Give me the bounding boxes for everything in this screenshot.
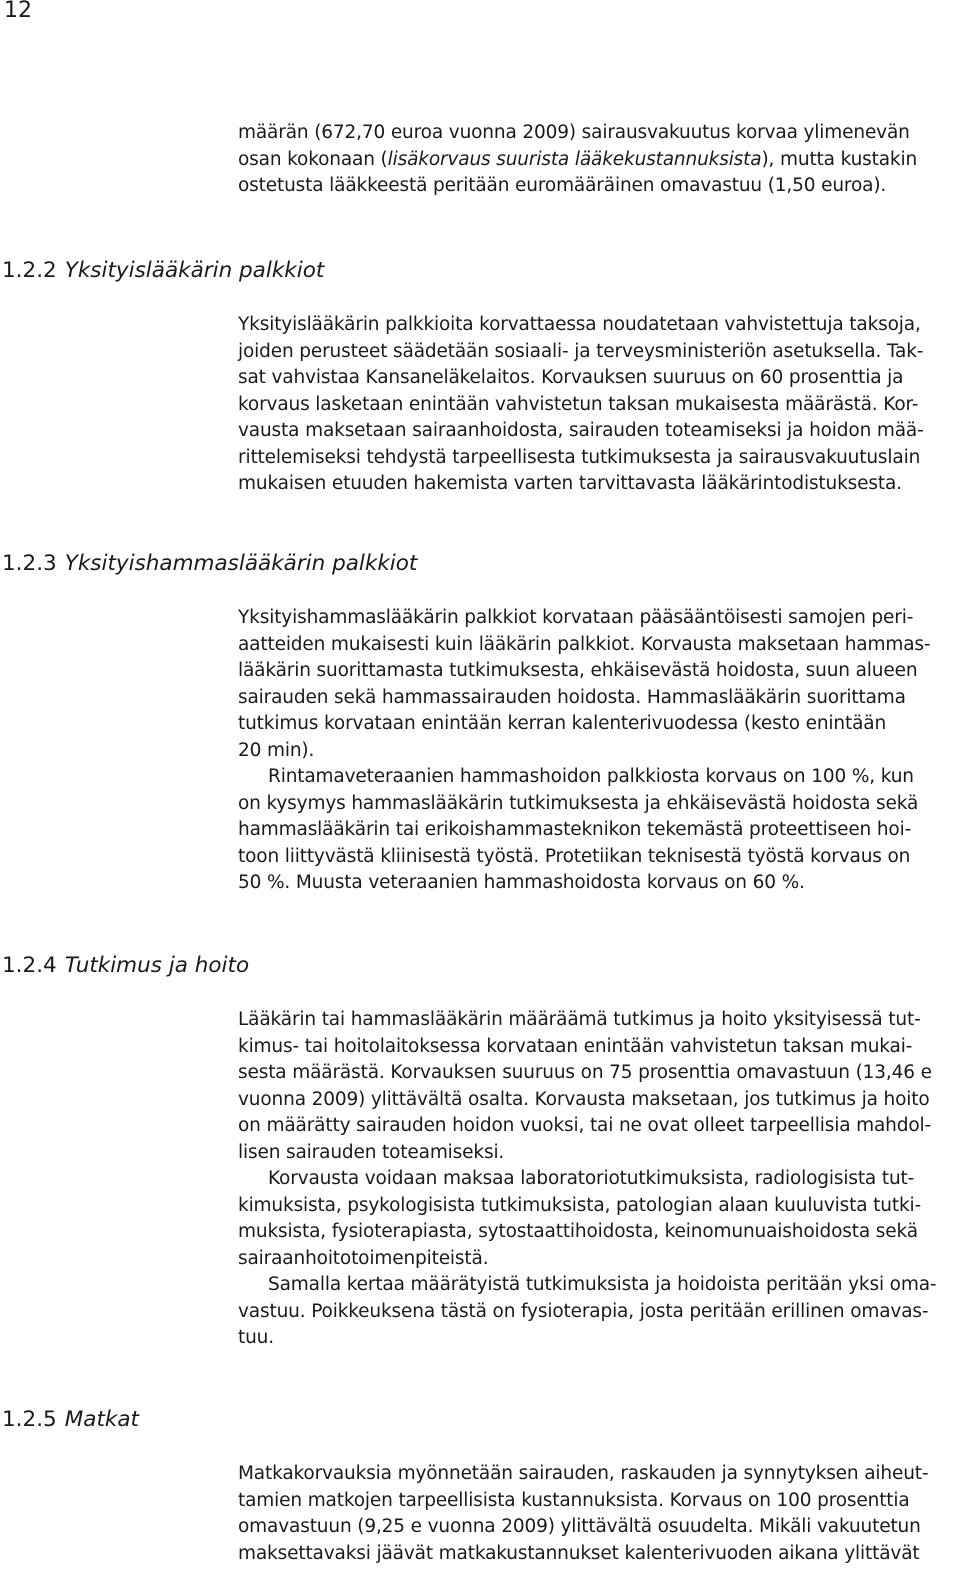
paragraph (238, 1272, 954, 1352)
paragraph (238, 1461, 954, 1567)
text-line: vuonna 2009) ylittävältä osalta. Korvausta maksetaan, jos tutkimus ja hoito (238, 1088, 930, 1110)
paragraph (238, 312, 954, 498)
text-line: toon liittyvästä kliinisestä työstä. Protetiikan teknisestä työstä korvaus on (238, 845, 911, 867)
section-number: 1.2.5 (2, 1407, 57, 1432)
text-line: osan kokonaan (lisäkorvaus suurista lääkekustannuksista), mutta kustakin (238, 148, 918, 170)
section-heading (2, 258, 324, 284)
section-title: Tutkimus ja hoito (64, 953, 250, 978)
text-line: sat vahvistaa Kansaneläkelaitos. Korvauksen suuruus on 60 prosenttia ja (238, 367, 904, 388)
text-line: kimuksista, psykologisista tutkimuksista, patologian alaan kuuluvista tutki- (238, 1194, 922, 1216)
text-line: 20 min). (238, 739, 315, 761)
section-number: 1.2.2 (2, 258, 57, 283)
section-heading (2, 551, 417, 577)
text-line: maksettavaksi jäävät matkakustannukset kalenterivuoden aikana ylittävät (238, 1542, 920, 1564)
section-body (238, 1007, 954, 1352)
text-line: lääkärin suorittamasta tutkimuksesta, ehkäisevästä hoidosta, suun alueen (238, 660, 918, 681)
section-title: Yksityishammaslääkärin palkkiot (64, 551, 418, 576)
section-number: 1.2.4 (2, 953, 57, 978)
text-line: on määrätty sairauden hoidon vuoksi, tai ne ovat olleet tarpeellisia mahdol- (238, 1115, 932, 1136)
text-line: on kysymys hammaslääkärin tutkimuksesta ja ehkäisevästä hoidosta sekä (238, 792, 919, 814)
text-line: Yksityishammaslääkärin palkkiot korvataan pääsääntöisesti samojen peri- (238, 607, 914, 628)
section-title: Matkat (64, 1407, 139, 1432)
page-number: 12 (4, 0, 32, 23)
text-line: Samalla kertaa määrätyistä tutkimuksista ja hoidoista peritään yksi oma- (268, 1274, 937, 1295)
text-line: hammaslääkärin tai erikoishammasteknikon tekemästä proteettiseen hoi- (238, 819, 912, 840)
text-line: sairauden sekä hammassairauden hoidosta. Hammaslääkärin suorittama (238, 686, 906, 708)
text-line: Rintamaveteraanien hammashoidon palkkiosta korvaus on 100 %, kun (268, 766, 914, 787)
text-line: Korvausta voidaan maksaa laboratoriotutkimuksista, radiologisista tut- (268, 1168, 915, 1189)
text-line: korvaus lasketaan enintään vahvistetun taksan mukaisesta määrästä. Kor- (238, 393, 919, 415)
text-line: 50 %. Muusta veteraanien hammashoidosta korvaus on 60 %. (238, 872, 805, 893)
text-line: määrän (672,70 euroa vuonna 2009) sairausvakuutus korvaa ylimenevän (238, 122, 910, 143)
intro-paragraph (238, 120, 954, 200)
paragraph (238, 1007, 954, 1166)
text-line: mukaisen etuuden hakemista varten tarvittavasta lääkärintodistuksesta. (238, 473, 902, 494)
text-line: Matkakorvauksia myönnetään sairauden, raskauden ja synnytyksen aiheut- (238, 1463, 929, 1484)
text-line: vausta maksetaan sairaanhoidosta, sairauden toteamiseksi ja hoidon mää- (238, 420, 924, 441)
text-line: lisen sairauden toteamiseksi. (238, 1141, 505, 1163)
section-body (238, 1461, 954, 1567)
text-line: tuu. (238, 1327, 274, 1348)
section-heading (2, 1407, 139, 1433)
text-line: muksista, fysioterapiasta, sytostaattihoidosta, keinomunuaishoidosta sekä (238, 1221, 918, 1242)
paragraph (238, 605, 954, 764)
text-line: kimus- tai hoitolaitoksessa korvataan enintään vahvistetun taksan mukai- (238, 1035, 913, 1057)
text-line: Yksityislääkärin palkkioita korvattaessa noudatetaan vahvistettuja taksoja, (238, 314, 921, 335)
text-line: joiden perusteet säädetään sosiaali- ja terveysministeriön asetuksella. Tak- (238, 340, 924, 362)
text-line: aatteiden mukaisesti kuin lääkärin palkkiot. Korvausta maksetaan hammas- (238, 633, 931, 655)
section-body (238, 605, 954, 897)
emphasis-text: lisäkorvaus suurista lääkekustannuksista (387, 148, 762, 170)
paragraph (238, 764, 954, 897)
text-line: tamien matkojen tarpeellisista kustannuksista. Korvaus on 100 prosenttia (238, 1489, 910, 1511)
paragraph (238, 1166, 954, 1272)
text-line: sairaanhoitotoimenpiteistä. (238, 1247, 489, 1269)
section-heading (2, 953, 249, 979)
text-line: ostetusta lääkkeestä peritään euromääräinen omavastuu (1,50 euroa). (238, 175, 887, 196)
text-line: vastuu. Poikkeuksena tästä on fysioterapia, josta peritään erillinen omavas- (238, 1300, 929, 1322)
section-number: 1.2.3 (2, 551, 57, 576)
text-line: Lääkärin tai hammaslääkärin määräämä tutkimus ja hoito yksityisessä tut- (238, 1009, 921, 1030)
section-body (238, 312, 954, 498)
text-line: rittelemiseksi tehdystä tarpeellisesta tutkimuksesta ja sairausvakuutuslain (238, 446, 921, 468)
text-line: omavastuun (9,25 e vuonna 2009) ylittävältä osuudelta. Mikäli vakuutetun (238, 1516, 921, 1537)
text-line: tutkimus korvataan enintään kerran kalenterivuodessa (kesto enintään (238, 713, 887, 734)
text-line: sesta määrästä. Korvauksen suuruus on 75 prosenttia omavastuun (13,46 e (238, 1062, 932, 1083)
section-title: Yksityislääkärin palkkiot (64, 258, 325, 283)
